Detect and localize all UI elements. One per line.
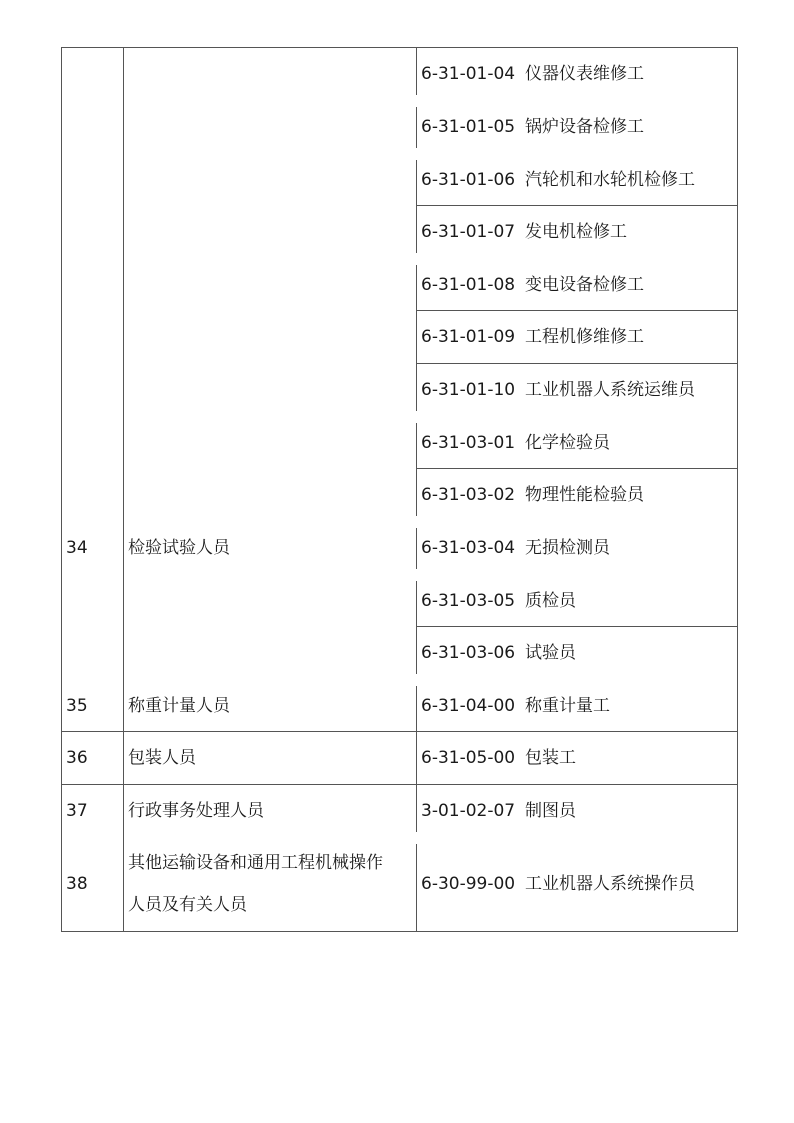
cell-gap <box>414 253 419 265</box>
occupation-code: 6-31-01-04 <box>421 64 516 84</box>
cell-gap <box>414 95 419 107</box>
occupation-title: 包装工 <box>525 748 576 768</box>
category-name: 检验试验人员 <box>128 538 230 558</box>
occupation-code: 6-31-03-06 <box>421 643 516 663</box>
occupation-code: 6-31-01-10 <box>421 380 516 400</box>
cell-gap <box>414 674 419 686</box>
occupation-code: 6-31-01-08 <box>421 275 516 295</box>
category-name: 其他运输设备和通用工程机械操作 <box>128 853 383 873</box>
occupation-code: 6-31-03-01 <box>421 433 516 453</box>
row-separator <box>61 731 738 732</box>
occupation-title: 质检员 <box>525 591 576 611</box>
row-number: 38 <box>66 874 88 894</box>
row-number: 34 <box>66 538 88 558</box>
occupation-title: 物理性能检验员 <box>525 485 644 505</box>
cell-gap <box>414 832 419 844</box>
occupation-entry <box>421 591 576 611</box>
occupation-title: 工程机修维修工 <box>525 327 644 347</box>
occupation-entry <box>421 538 610 558</box>
category-name: 包装人员 <box>128 748 196 768</box>
occupation-entry <box>421 874 695 894</box>
category-name: 行政事务处理人员 <box>128 801 264 821</box>
occupation-separator <box>416 626 738 627</box>
cell-gap <box>414 569 419 581</box>
category-name: 人员及有关人员 <box>128 895 247 915</box>
occupation-separator <box>416 363 738 364</box>
occupation-entry <box>421 64 644 84</box>
occupation-title: 工业机器人系统操作员 <box>525 874 695 894</box>
occupation-entry <box>421 485 644 505</box>
occupation-entry <box>421 275 644 295</box>
row-separator <box>61 784 738 785</box>
category-name: 称重计量人员 <box>128 696 230 716</box>
table-border-top <box>61 47 738 48</box>
occupation-entry <box>421 801 576 821</box>
cell-gap <box>414 411 419 423</box>
column-divider-1 <box>123 47 124 932</box>
occupation-title: 工业机器人系统运维员 <box>525 380 695 400</box>
occupation-entry <box>421 696 610 716</box>
cell-gap <box>414 516 419 528</box>
occupation-code: 6-31-04-00 <box>421 696 516 716</box>
row-number: 36 <box>66 748 88 768</box>
row-number: 37 <box>66 801 88 821</box>
occupation-code: 6-31-01-06 <box>421 170 516 190</box>
occupation-entry <box>421 222 627 242</box>
occupation-separator <box>416 310 738 311</box>
occupation-title: 化学检验员 <box>525 433 610 453</box>
occupation-code: 6-31-03-02 <box>421 485 516 505</box>
table-border-left <box>61 47 62 932</box>
occupation-code: 6-31-01-09 <box>421 327 516 347</box>
occupation-code: 6-31-01-05 <box>421 117 516 137</box>
occupation-title: 称重计量工 <box>525 696 610 716</box>
occupation-entry <box>421 433 610 453</box>
occupation-title: 变电设备检修工 <box>525 275 644 295</box>
row-number: 35 <box>66 696 88 716</box>
cell-gap <box>414 148 419 160</box>
table-border-bottom <box>61 931 738 932</box>
column-divider-2 <box>416 47 417 932</box>
table-border-right <box>737 47 738 932</box>
occupation-entry <box>421 170 695 190</box>
occupation-code: 6-31-01-07 <box>421 222 516 242</box>
occupation-code: 6-30-99-00 <box>421 874 516 894</box>
occupation-title: 制图员 <box>525 801 576 821</box>
occupation-code: 6-31-05-00 <box>421 748 516 768</box>
occupation-entry <box>421 327 644 347</box>
occupation-title: 发电机检修工 <box>525 222 627 242</box>
occupation-code: 3-01-02-07 <box>421 801 516 821</box>
occupation-separator <box>416 468 738 469</box>
occupation-title: 汽轮机和水轮机检修工 <box>525 170 695 190</box>
occupation-title: 无损检测员 <box>525 538 610 558</box>
occupation-entry <box>421 643 576 663</box>
occupation-title: 仪器仪表维修工 <box>525 64 644 84</box>
occupation-title: 锅炉设备检修工 <box>525 117 644 137</box>
occupation-entry <box>421 117 644 137</box>
occupation-title: 试验员 <box>525 643 576 663</box>
occupation-entry <box>421 380 695 400</box>
occupation-code: 6-31-03-04 <box>421 538 516 558</box>
occupation-code: 6-31-03-05 <box>421 591 516 611</box>
occupation-separator <box>416 205 738 206</box>
occupation-entry <box>421 748 576 768</box>
